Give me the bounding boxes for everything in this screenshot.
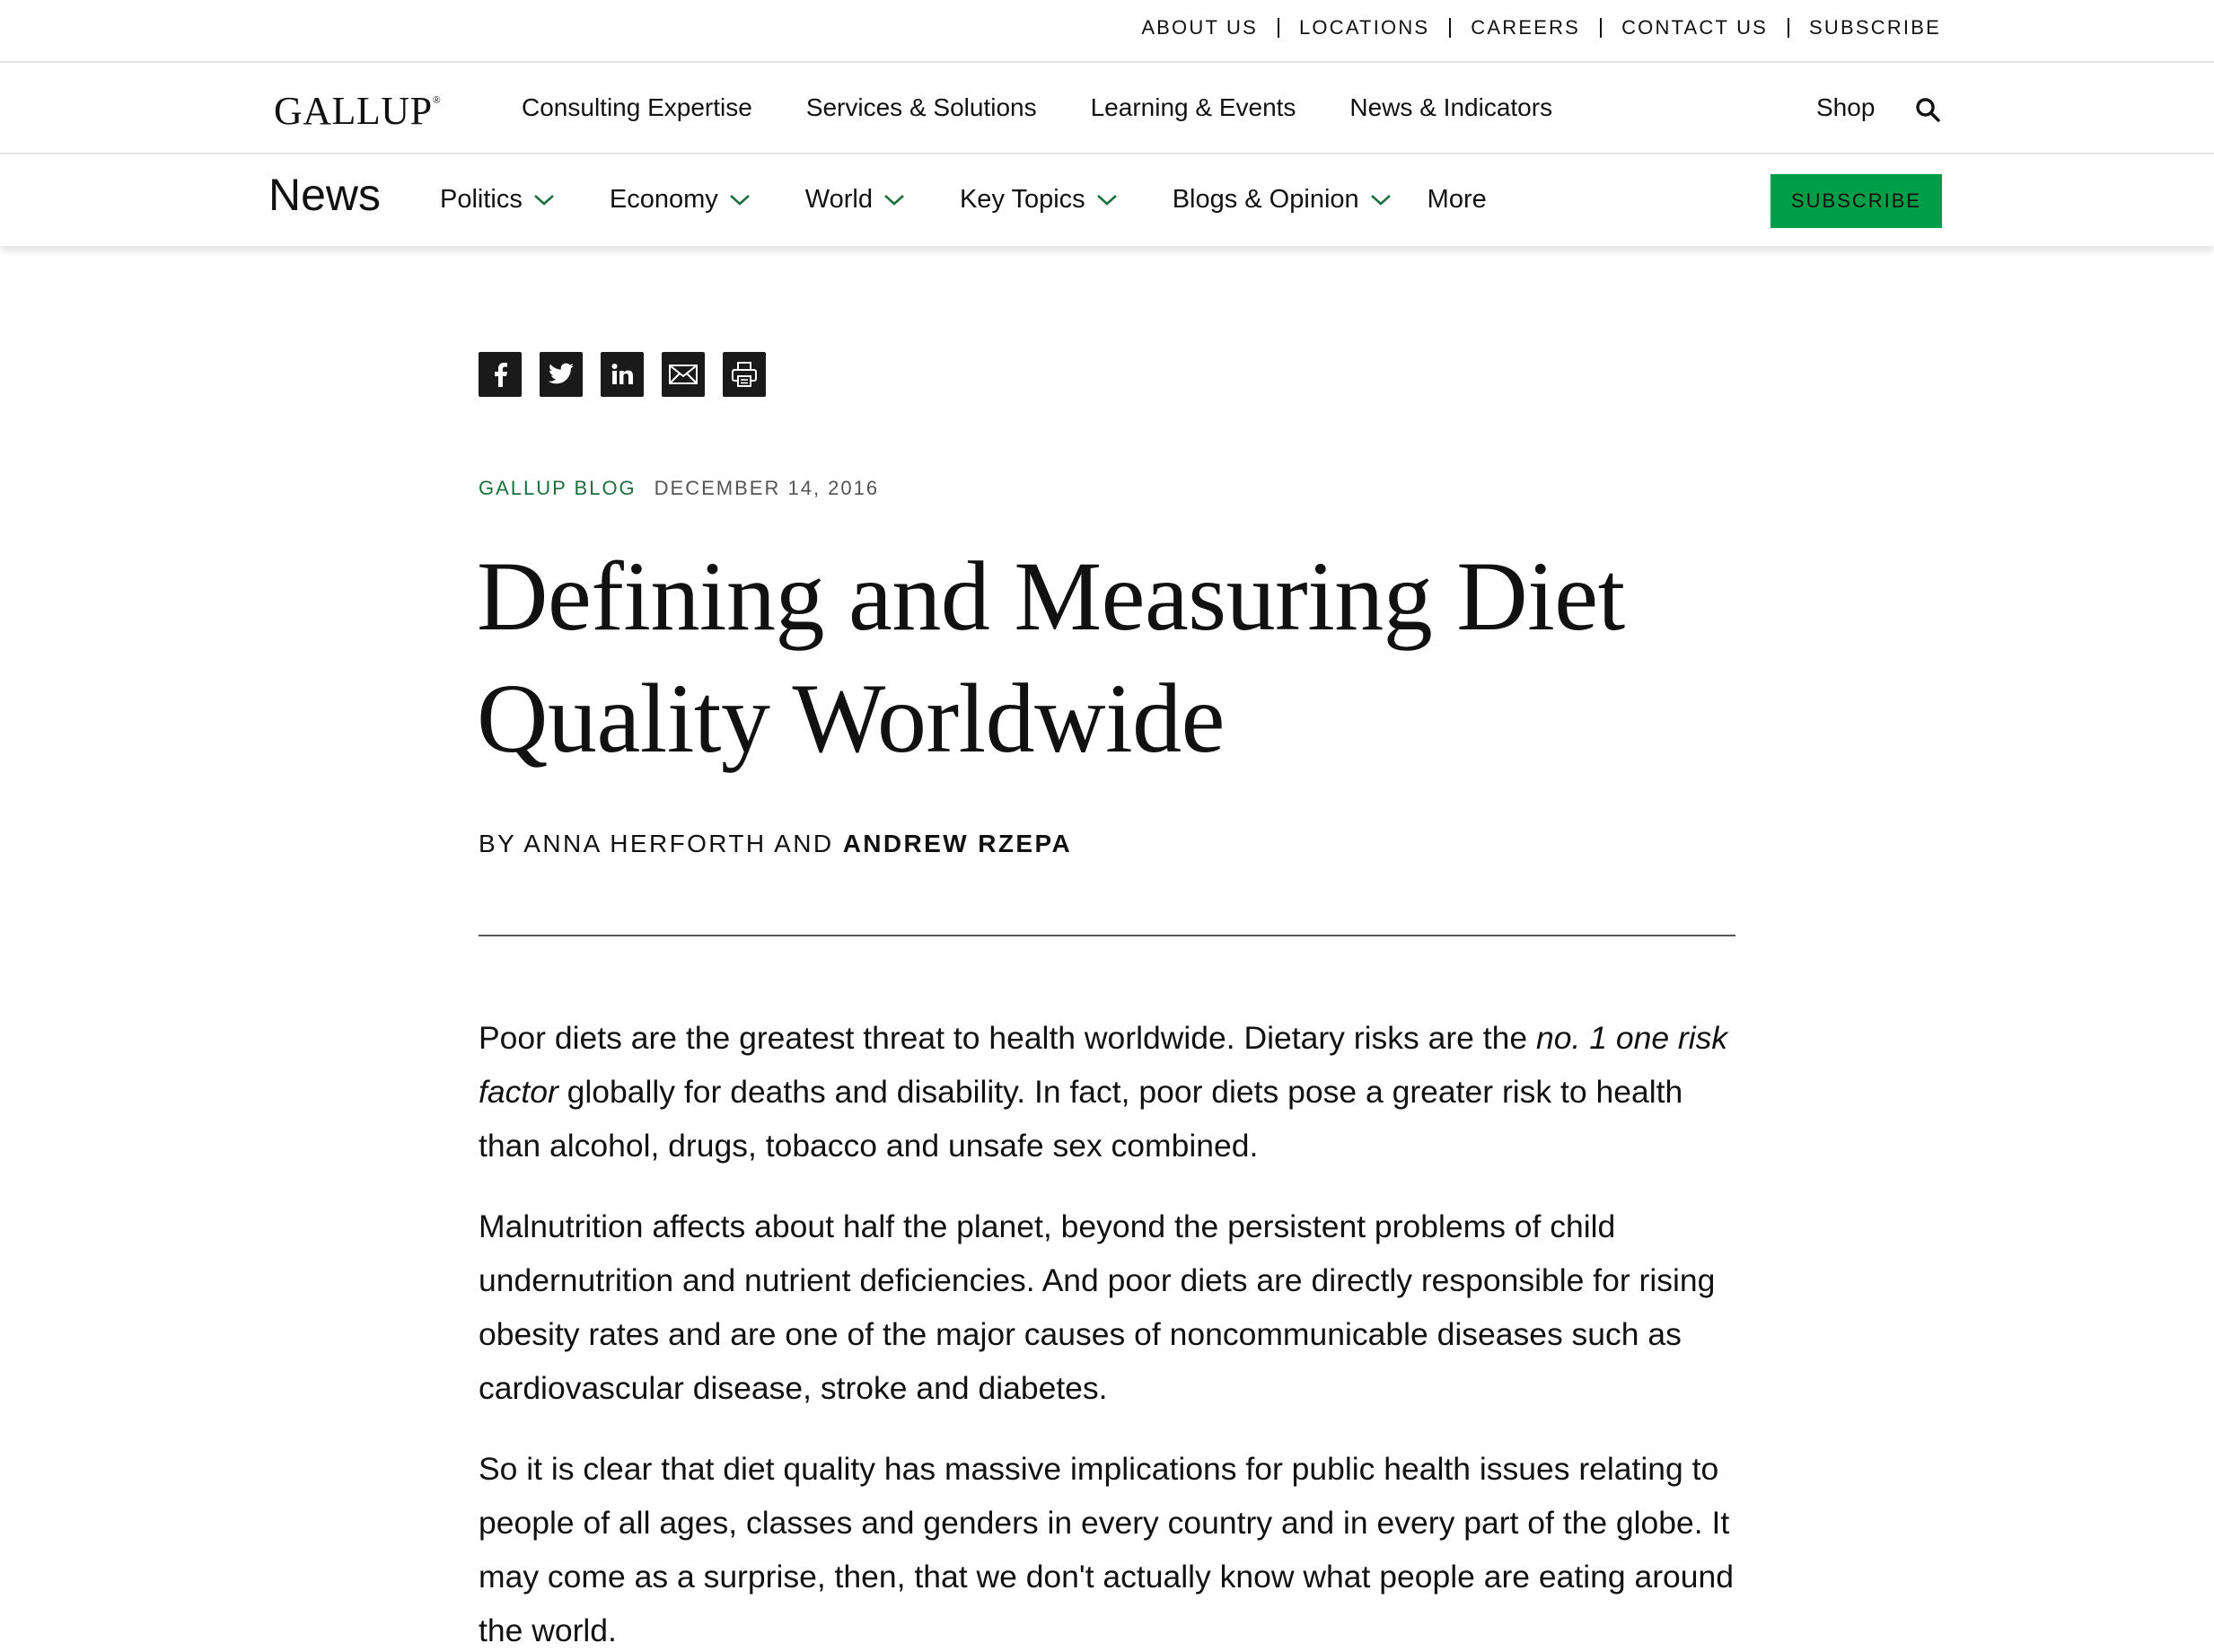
utility-nav — [1141, 16, 1941, 40]
subnav-item-economy[interactable] — [610, 185, 751, 215]
linkedin-icon[interactable] — [601, 352, 644, 397]
logo-text[interactable]: GALLUP — [274, 89, 433, 133]
subscribe-button[interactable]: SUBSCRIBE — [1770, 174, 1942, 228]
utility-link-careers[interactable]: CAREERS — [1471, 16, 1581, 39]
subnav-item-key-topics[interactable] — [960, 185, 1118, 215]
subnav-label[interactable]: Key Topics — [959, 185, 1085, 214]
utility-separator — [1449, 18, 1451, 38]
utility-link-subscribe[interactable]: SUBSCRIBE — [1809, 16, 1941, 39]
twitter-icon[interactable] — [540, 352, 583, 397]
utility-link-contact-us[interactable]: CONTACT US — [1621, 16, 1769, 39]
chevron-down-icon[interactable] — [729, 194, 751, 206]
subnav-label[interactable]: World — [804, 185, 873, 214]
utility-bar — [0, 0, 2214, 63]
subnav-label[interactable]: More — [1427, 185, 1487, 214]
main-nav — [0, 63, 2214, 154]
main-nav-news-indicators[interactable]: News & Indicators — [1349, 93, 1553, 121]
utility-item-locations[interactable] — [1299, 16, 1471, 40]
utility-item-contact-us[interactable] — [1621, 16, 1809, 40]
facebook-icon[interactable] — [479, 352, 522, 397]
search-icon[interactable] — [1915, 97, 1940, 122]
article-headline: Defining and Measuring Diet Quality Worldwide — [477, 541, 1625, 773]
main-nav-services-solutions[interactable]: Services & Solutions — [805, 93, 1037, 121]
email-icon[interactable] — [662, 352, 705, 397]
utility-link-about-us[interactable]: ABOUT US — [1141, 16, 1258, 39]
byline-prefix: BY ANNA HERFORTH AND — [479, 830, 843, 857]
subnav-item-more[interactable] — [1428, 185, 1487, 215]
chevron-down-icon[interactable] — [533, 194, 555, 206]
section-title-news[interactable]: News — [268, 170, 382, 220]
news-subnav — [0, 156, 2214, 246]
shop-link[interactable]: Shop — [1816, 93, 1876, 121]
print-icon[interactable] — [723, 352, 766, 397]
subnav-label[interactable]: Politics — [440, 185, 523, 214]
byline-author-link[interactable]: ANDREW RZEPA — [842, 830, 1073, 857]
paragraph-text: Poor diets are the greatest threat to health worldwide. Dietary risks are the — [479, 1020, 1537, 1056]
subnav-item-world[interactable] — [805, 185, 905, 215]
article-category-link[interactable]: GALLUP BLOG — [479, 477, 637, 499]
article-paragraph-1 — [479, 1011, 1744, 1173]
main-nav-learning-events[interactable]: Learning & Events — [1090, 93, 1296, 121]
subnav-item-politics[interactable] — [440, 185, 555, 215]
article-meta — [479, 477, 879, 500]
gallup-logo[interactable] — [274, 88, 441, 134]
share-toolbar — [479, 352, 784, 397]
chevron-down-icon[interactable] — [883, 194, 905, 206]
subnav-item-blogs-opinion[interactable] — [1173, 185, 1392, 215]
paragraph-emphasis: no. 1 one risk factor — [479, 1020, 1728, 1110]
utility-link-locations[interactable]: LOCATIONS — [1298, 16, 1430, 39]
logo-registered-mark: ® — [432, 93, 442, 106]
article-byline — [479, 830, 1072, 858]
utility-separator — [1788, 18, 1789, 38]
header-divider — [479, 935, 1735, 936]
utility-item-careers[interactable] — [1471, 16, 1621, 40]
article-paragraph-3: So it is clear that diet quality has massive implications for public health issues relating to people of all ages, classes and genders in every country and in every part of the globe. It may come as a surprise, then, that we don't actually know what people are eating around the world. — [479, 1451, 1735, 1648]
subnav-items — [440, 185, 1542, 215]
main-nav-consulting-expertise[interactable]: Consulting Expertise — [522, 93, 752, 121]
subnav-label[interactable]: Blogs & Opinion — [1172, 185, 1359, 214]
utility-separator — [1600, 18, 1602, 38]
utility-item-about-us[interactable] — [1141, 16, 1299, 40]
article-body — [479, 1011, 1744, 1652]
utility-item-subscribe[interactable] — [1809, 16, 1941, 40]
article-paragraph-2: Malnutrition affects about half the planet, beyond the persistent problems of child undernutrition and nutrient deficiencies. And poor diets are directly responsible for rising obesity rates and are one of the major causes of noncommunicable diseases such as cardiovascular disease, stroke and diabetes. — [479, 1208, 1716, 1406]
utility-separator — [1278, 18, 1279, 38]
main-nav-links — [522, 93, 1606, 122]
paragraph-text: globally for deaths and disability. In fact, poor diets pose a greater risk to health than alcohol, drugs, tobacco and unsafe sex combined. — [479, 1074, 1683, 1164]
chevron-down-icon[interactable] — [1096, 194, 1118, 206]
chevron-down-icon[interactable] — [1370, 194, 1392, 206]
article-date: DECEMBER 14, 2016 — [654, 477, 880, 499]
subnav-label[interactable]: Economy — [609, 185, 718, 214]
